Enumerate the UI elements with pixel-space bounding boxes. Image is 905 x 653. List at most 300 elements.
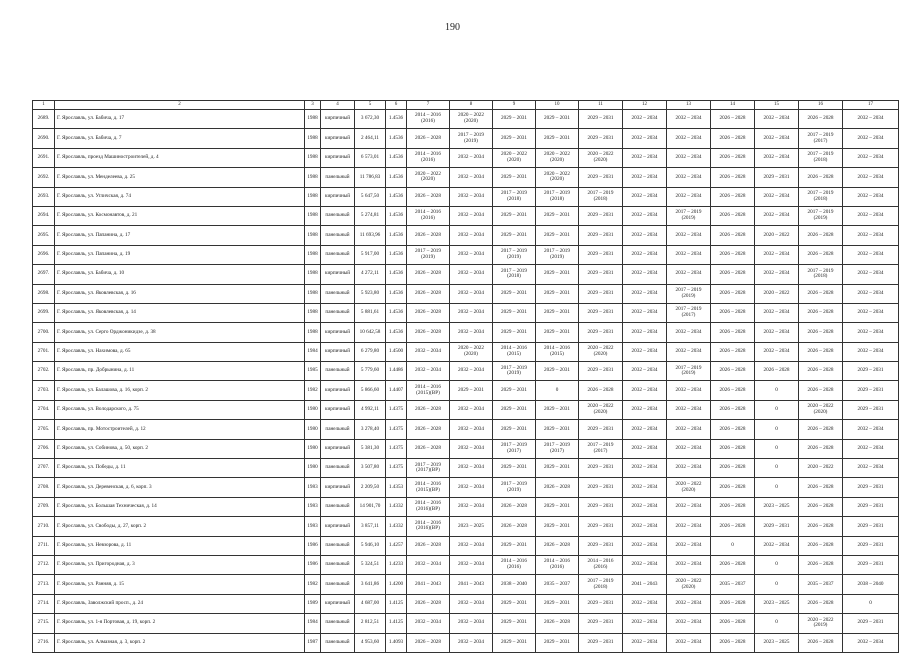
table-cell: 2032 – 2034: [623, 400, 667, 419]
table-cell: 2029 – 2031: [493, 536, 536, 555]
table-cell: 2029 – 2031: [579, 265, 623, 284]
table-cell: 2026 – 2028: [799, 381, 843, 400]
table-cell: 2032 – 2034: [623, 303, 667, 322]
table-cell: 2029 – 2031: [493, 420, 536, 439]
table-cell: 2032 – 2034: [623, 362, 667, 381]
table-cell: 2032 – 2034: [667, 110, 711, 129]
table-cell: 2017 – 2019 (2019): [493, 245, 536, 264]
table-row: [33, 575, 899, 594]
table-cell: 2029 – 2031: [536, 226, 579, 245]
table-cell: 2032 – 2034: [623, 323, 667, 342]
table-cell: 2032 – 2034: [667, 517, 711, 536]
table-cell: 2029 – 2031: [579, 303, 623, 322]
table-cell: 2029 – 2031: [493, 303, 536, 322]
table-cell: 2026 – 2028: [493, 497, 536, 516]
table-cell: 2029 – 2031: [843, 517, 899, 536]
table-cell: 2032 – 2034: [450, 206, 493, 225]
row-number: 2702.: [33, 362, 55, 381]
table-cell: 0: [755, 555, 799, 574]
table-cell: 2029 – 2031: [450, 381, 493, 400]
table-cell: 2026 – 2028: [711, 323, 755, 342]
table-cell: 2026 – 2028: [799, 168, 843, 187]
table-row: [33, 129, 899, 148]
table-cell: 2032 – 2034: [450, 303, 493, 322]
table-row: [33, 284, 899, 303]
row-number: 2704.: [33, 400, 55, 419]
table-cell: 1983: [305, 478, 321, 497]
table-cell: 1989: [305, 594, 321, 613]
table-row: [33, 245, 899, 264]
table-cell: 2014 – 2016 (2016): [536, 555, 579, 574]
table-row: [33, 536, 899, 555]
table-cell: 1982: [305, 381, 321, 400]
table-cell: кирпичный: [321, 148, 355, 167]
table-cell: 1988: [305, 206, 321, 225]
table-cell: 2032 – 2034: [667, 439, 711, 458]
table-cell: 2032 – 2034: [623, 633, 667, 652]
table-cell: 2020 – 2022 (2020): [407, 168, 450, 187]
table-cell: 2032 – 2034: [755, 303, 799, 322]
address-cell: Г. Ярославль, ул. Папанина, д. 19: [55, 245, 305, 264]
table-cell: 2029 – 2031: [579, 420, 623, 439]
table-cell: 2017 – 2019 (2018): [536, 187, 579, 206]
table-cell: 2026 – 2028: [799, 633, 843, 652]
table-cell: 1.4332: [386, 517, 407, 536]
address-cell: Г. Ярославль, ул. Большая Техническая, д. 14: [55, 497, 305, 516]
table-cell: 4 992,11: [355, 400, 386, 419]
table-cell: 2032 – 2034: [623, 148, 667, 167]
table-cell: 4 953,60: [355, 633, 386, 652]
table-cell: 4 272,11: [355, 265, 386, 284]
table-cell: 2029 – 2031: [536, 303, 579, 322]
table-cell: 2032 – 2034: [623, 420, 667, 439]
table-cell: 2029 – 2031: [843, 362, 899, 381]
table-cell: кирпичный: [321, 265, 355, 284]
table-cell: 1983: [305, 497, 321, 516]
address-cell: Г. Ярославль, ул. Володарского, д. 75: [55, 400, 305, 419]
table-cell: 2026 – 2028: [711, 265, 755, 284]
table-cell: 2017 – 2019 (2018): [799, 148, 843, 167]
table-cell: 2029 – 2031: [536, 129, 579, 148]
table-cell: 2032 – 2034: [450, 362, 493, 381]
table-cell: 2032 – 2034: [667, 400, 711, 419]
table-cell: 11 693,96: [355, 226, 386, 245]
table-cell: 2026 – 2028: [755, 362, 799, 381]
table-cell: 2032 – 2034: [450, 633, 493, 652]
table-cell: 2032 – 2034: [450, 420, 493, 439]
table-cell: 2032 – 2034: [450, 497, 493, 516]
table-row: [33, 497, 899, 516]
table-cell: 2014 – 2016 (2016)(ВР): [407, 497, 450, 516]
table-cell: 2026 – 2028: [799, 342, 843, 361]
table-cell: 1980: [305, 439, 321, 458]
row-number: 2701.: [33, 342, 55, 361]
row-number: 2695.: [33, 226, 55, 245]
table-cell: панельный: [321, 206, 355, 225]
table-cell: 2026 – 2028: [407, 420, 450, 439]
row-number: 2700.: [33, 323, 55, 342]
table-cell: 3 641,86: [355, 575, 386, 594]
column-number-9: 9: [493, 101, 536, 110]
table-cell: 2032 – 2034: [843, 226, 899, 245]
table-cell: 2029 – 2031: [579, 517, 623, 536]
table-cell: 2020 – 2022: [799, 459, 843, 478]
table-cell: 0: [711, 536, 755, 555]
table-cell: 2032 – 2034: [843, 110, 899, 129]
table-cell: 2026 – 2028: [799, 497, 843, 516]
table-cell: 2017 – 2019 (2017)(ВР): [407, 459, 450, 478]
table-cell: 1988: [305, 284, 321, 303]
table-cell: 1988: [305, 187, 321, 206]
row-number: 2691.: [33, 148, 55, 167]
table-cell: 2023 – 2025: [450, 517, 493, 536]
table-cell: 2032 – 2034: [450, 284, 493, 303]
table-cell: 2029 – 2031: [536, 517, 579, 536]
page-number: 190: [445, 22, 460, 33]
table-cell: панельный: [321, 362, 355, 381]
table-cell: 2032 – 2034: [755, 206, 799, 225]
table-cell: 2026 – 2028: [711, 517, 755, 536]
table-cell: 0: [755, 439, 799, 458]
address-cell: Г. Ярославль, ул. Нахимова, д. 65: [55, 342, 305, 361]
column-number-10: 10: [536, 101, 579, 110]
address-cell: Г. Ярославль, ул. Серго Орджоникидзе, д. 38: [55, 323, 305, 342]
table-cell: 2032 – 2034: [407, 342, 450, 361]
table-cell: 2032 – 2034: [755, 265, 799, 284]
table-cell: 2023 – 2025: [755, 497, 799, 516]
table-cell: 2032 – 2034: [667, 594, 711, 613]
table-cell: 2020 – 2022 (2020): [536, 148, 579, 167]
column-number-6: 6: [386, 101, 407, 110]
table-cell: 2032 – 2034: [623, 536, 667, 555]
table-cell: 2032 – 2034: [623, 342, 667, 361]
row-number: 2714.: [33, 594, 55, 613]
table-cell: 2029 – 2031: [579, 478, 623, 497]
table-cell: 2032 – 2034: [667, 187, 711, 206]
address-cell: Г. Ярославль, пр. Мотостроителей, д. 12: [55, 420, 305, 439]
table-cell: панельный: [321, 226, 355, 245]
table-cell: 2032 – 2034: [450, 245, 493, 264]
table-cell: 2017 – 2019 (2018): [579, 575, 623, 594]
address-cell: Г. Ярославль, ул. Яковлевская, д. 14: [55, 303, 305, 322]
table-cell: 1988: [305, 245, 321, 264]
table-row: [33, 555, 899, 574]
table-cell: 2032 – 2034: [843, 168, 899, 187]
table-cell: 2026 – 2028: [711, 439, 755, 458]
table-cell: 0: [843, 594, 899, 613]
table-cell: 2026 – 2028: [711, 284, 755, 303]
table-cell: 2026 – 2028: [799, 110, 843, 129]
row-number: 2712.: [33, 555, 55, 574]
table-cell: 2026 – 2028: [799, 517, 843, 536]
table-cell: 1.4536: [386, 148, 407, 167]
column-number-15: 15: [755, 101, 799, 110]
table-cell: 2020 – 2022 (2020): [579, 342, 623, 361]
table-row: [33, 420, 899, 439]
table-cell: 1980: [305, 420, 321, 439]
table-cell: 1.4536: [386, 129, 407, 148]
table-cell: 1985: [305, 362, 321, 381]
table-cell: 2020 – 2022: [755, 226, 799, 245]
table-cell: 2026 – 2028: [799, 245, 843, 264]
table-cell: 2026 – 2028: [407, 536, 450, 555]
row-number: 2716.: [33, 633, 55, 652]
table-cell: 2032 – 2034: [843, 129, 899, 148]
address-cell: Г. Ярославль, ул. Балашова, д. 16, корп. 2: [55, 381, 305, 400]
table-cell: 1986: [305, 555, 321, 574]
table-cell: 6 279,80: [355, 342, 386, 361]
table-cell: 1987: [305, 633, 321, 652]
table-cell: кирпичный: [321, 129, 355, 148]
table-cell: 1.4536: [386, 187, 407, 206]
column-number-2: 2: [55, 101, 305, 110]
table-cell: 2026 – 2028: [799, 555, 843, 574]
table-cell: 2029 – 2031: [843, 478, 899, 497]
table-cell: 1988: [305, 226, 321, 245]
table-cell: 2032 – 2034: [843, 265, 899, 284]
table-cell: 14 901,70: [355, 497, 386, 516]
table-cell: 1.4536: [386, 168, 407, 187]
table-cell: 1.4486: [386, 362, 407, 381]
table-cell: 1984: [305, 342, 321, 361]
table-cell: 2026 – 2028: [536, 478, 579, 497]
table-cell: 2032 – 2034: [623, 284, 667, 303]
table-cell: 2032 – 2034: [755, 245, 799, 264]
table-cell: 2032 – 2034: [755, 148, 799, 167]
table-cell: 2032 – 2034: [667, 420, 711, 439]
schedule-table: [32, 100, 899, 653]
address-cell: Г. Ярославль, Заволжский просп., д. 24: [55, 594, 305, 613]
table-cell: 2026 – 2028: [711, 497, 755, 516]
table-cell: кирпичный: [321, 342, 355, 361]
table-cell: 2029 – 2031: [755, 168, 799, 187]
table-row: [33, 303, 899, 322]
table-cell: 1.4233: [386, 555, 407, 574]
table-cell: 5 381,30: [355, 439, 386, 458]
table-cell: 2026 – 2028: [711, 129, 755, 148]
housing-repair-table: [32, 100, 898, 653]
table-cell: 2029 – 2031: [493, 110, 536, 129]
table-cell: 2032 – 2034: [623, 381, 667, 400]
table-cell: 2023 – 2025: [755, 633, 799, 652]
table-cell: 2029 – 2031: [579, 245, 623, 264]
table-cell: 3 507,80: [355, 459, 386, 478]
column-number-14: 14: [711, 101, 755, 110]
table-row: [33, 614, 899, 633]
table-cell: 2032 – 2034: [407, 614, 450, 633]
table-cell: 3 672,30: [355, 110, 386, 129]
table-cell: 2014 – 2016 (2016): [407, 148, 450, 167]
table-cell: 2029 – 2031: [536, 633, 579, 652]
column-number-17: 17: [843, 101, 899, 110]
table-cell: 1.4125: [386, 614, 407, 633]
table-cell: 2029 – 2031: [536, 284, 579, 303]
table-cell: 2026 – 2028: [407, 303, 450, 322]
table-cell: 2032 – 2034: [843, 206, 899, 225]
table-cell: 2032 – 2034: [667, 129, 711, 148]
address-cell: Г. Ярославль, ул. Угличская, д. 74: [55, 187, 305, 206]
table-cell: 2026 – 2028: [711, 168, 755, 187]
table-cell: 2029 – 2031: [493, 594, 536, 613]
row-number: 2707.: [33, 459, 55, 478]
table-cell: 2014 – 2016 (2016): [407, 206, 450, 225]
table-cell: 1988: [305, 303, 321, 322]
table-cell: 2017 – 2019 (2018): [799, 265, 843, 284]
table-cell: 1.4536: [386, 284, 407, 303]
table-cell: 2026 – 2028: [711, 555, 755, 574]
table-cell: 2032 – 2034: [667, 342, 711, 361]
table-cell: кирпичный: [321, 381, 355, 400]
table-cell: 2017 – 2019 (2019): [407, 245, 450, 264]
table-cell: 2026 – 2028: [407, 129, 450, 148]
table-row: [33, 323, 899, 342]
table-cell: 2035 – 2037: [536, 575, 579, 594]
table-cell: 2017 – 2019 (2018): [799, 187, 843, 206]
table-cell: 10 642,58: [355, 323, 386, 342]
table-cell: 2020 – 2022 (2020): [450, 110, 493, 129]
table-cell: 2026 – 2028: [493, 517, 536, 536]
table-cell: 0: [536, 381, 579, 400]
table-cell: панельный: [321, 536, 355, 555]
table-cell: 2029 – 2031: [493, 633, 536, 652]
table-cell: 0: [755, 420, 799, 439]
table-row: [33, 265, 899, 284]
address-cell: Г. Ярославль, ул. Папанина, д. 17: [55, 226, 305, 245]
table-cell: 2 812,51: [355, 614, 386, 633]
table-cell: 2029 – 2031: [579, 536, 623, 555]
table-cell: 2026 – 2028: [711, 148, 755, 167]
table-cell: 1983: [305, 517, 321, 536]
table-cell: 1980: [305, 400, 321, 419]
table-row: [33, 110, 899, 129]
table-cell: 2017 – 2019 (2019): [667, 284, 711, 303]
table-cell: 2032 – 2034: [843, 148, 899, 167]
table-cell: 2032 – 2034: [843, 420, 899, 439]
table-cell: 1.4536: [386, 245, 407, 264]
table-cell: 2029 – 2031: [579, 168, 623, 187]
table-cell: 2032 – 2034: [667, 536, 711, 555]
table-cell: 2032 – 2034: [450, 187, 493, 206]
table-cell: 1988: [305, 148, 321, 167]
table-cell: 2 464,11: [355, 129, 386, 148]
row-number: 2713.: [33, 575, 55, 594]
table-cell: 2032 – 2034: [667, 555, 711, 574]
table-cell: 2032 – 2034: [755, 110, 799, 129]
address-cell: Г. Ярославль, ул. Алмазная, д. 3, корп. 2: [55, 633, 305, 652]
row-number: 2711.: [33, 536, 55, 555]
table-cell: 2032 – 2034: [755, 129, 799, 148]
row-number: 2710.: [33, 517, 55, 536]
table-cell: 2026 – 2028: [799, 536, 843, 555]
table-cell: 2020 – 2022 (2020): [799, 400, 843, 419]
table-cell: 2029 – 2031: [843, 555, 899, 574]
table-cell: 2032 – 2034: [623, 226, 667, 245]
table-cell: 2029 – 2031: [843, 536, 899, 555]
table-cell: 2017 – 2019 (2018): [493, 265, 536, 284]
table-cell: 2041 – 2043: [450, 575, 493, 594]
table-cell: 5 274,81: [355, 206, 386, 225]
table-cell: 2017 – 2019 (2019): [450, 129, 493, 148]
table-cell: 2032 – 2034: [755, 536, 799, 555]
table-cell: 2032 – 2034: [623, 594, 667, 613]
address-cell: Г. Ярославль, ул. Космонавтов, д. 21: [55, 206, 305, 225]
table-cell: 2026 – 2028: [711, 400, 755, 419]
table-cell: 5 923,80: [355, 284, 386, 303]
table-cell: 2032 – 2034: [450, 614, 493, 633]
table-cell: 2017 – 2019 (2019): [799, 206, 843, 225]
table-cell: 1.4536: [386, 110, 407, 129]
table-cell: 1986: [305, 536, 321, 555]
table-row: [33, 633, 899, 652]
table-cell: 2029 – 2031: [493, 381, 536, 400]
table-cell: 2032 – 2034: [843, 187, 899, 206]
table-cell: 2029 – 2031: [536, 362, 579, 381]
table-cell: 2032 – 2034: [623, 439, 667, 458]
table-cell: 2032 – 2034: [667, 381, 711, 400]
table-cell: кирпичный: [321, 517, 355, 536]
table-cell: 2032 – 2034: [843, 459, 899, 478]
table-cell: 2026 – 2028: [799, 323, 843, 342]
table-cell: 2032 – 2034: [623, 497, 667, 516]
table-cell: 2032 – 2034: [450, 478, 493, 497]
table-cell: 2026 – 2028: [711, 342, 755, 361]
row-number: 2690.: [33, 129, 55, 148]
table-cell: 2029 – 2031: [536, 323, 579, 342]
table-cell: 2026 – 2028: [711, 420, 755, 439]
table-cell: 2017 – 2019 (2017): [493, 439, 536, 458]
table-cell: 2029 – 2031: [579, 594, 623, 613]
table-cell: 1.4375: [386, 439, 407, 458]
table-cell: 2017 – 2019 (2017): [579, 439, 623, 458]
row-number: 2696.: [33, 245, 55, 264]
row-number: 2694.: [33, 206, 55, 225]
table-cell: 2032 – 2034: [623, 265, 667, 284]
table-cell: 2029 – 2031: [493, 129, 536, 148]
table-cell: 5 866,60: [355, 381, 386, 400]
table-cell: 2014 – 2016 (2016): [493, 555, 536, 574]
table-cell: 4 687,00: [355, 594, 386, 613]
table-cell: 2029 – 2031: [843, 497, 899, 516]
table-cell: 2026 – 2028: [799, 478, 843, 497]
column-number-7: 7: [407, 101, 450, 110]
table-cell: 2020 – 2022 (2020): [493, 148, 536, 167]
table-cell: 2029 – 2031: [493, 168, 536, 187]
table-cell: 2014 – 2016 (2016): [579, 555, 623, 574]
table-cell: панельный: [321, 633, 355, 652]
table-cell: 2032 – 2034: [667, 323, 711, 342]
table-cell: 2032 – 2034: [843, 439, 899, 458]
table-cell: 2032 – 2034: [843, 323, 899, 342]
table-cell: 2029 – 2031: [579, 633, 623, 652]
table-row: [33, 478, 899, 497]
table-cell: 2029 – 2031: [579, 284, 623, 303]
table-cell: 2029 – 2031: [536, 400, 579, 419]
table-cell: панельный: [321, 497, 355, 516]
table-row: [33, 439, 899, 458]
table-cell: 1.4332: [386, 497, 407, 516]
table-cell: 2017 – 2019 (2018): [579, 187, 623, 206]
table-cell: 2032 – 2034: [450, 265, 493, 284]
table-cell: 2029 – 2031: [843, 400, 899, 419]
table-cell: 2029 – 2031: [579, 110, 623, 129]
table-cell: 2029 – 2031: [536, 459, 579, 478]
table-cell: 2032 – 2034: [667, 265, 711, 284]
table-cell: 2026 – 2028: [407, 439, 450, 458]
table-cell: 1.4536: [386, 265, 407, 284]
column-number-row: [33, 101, 899, 110]
table-cell: панельный: [321, 459, 355, 478]
table-cell: 2026 – 2028: [579, 381, 623, 400]
